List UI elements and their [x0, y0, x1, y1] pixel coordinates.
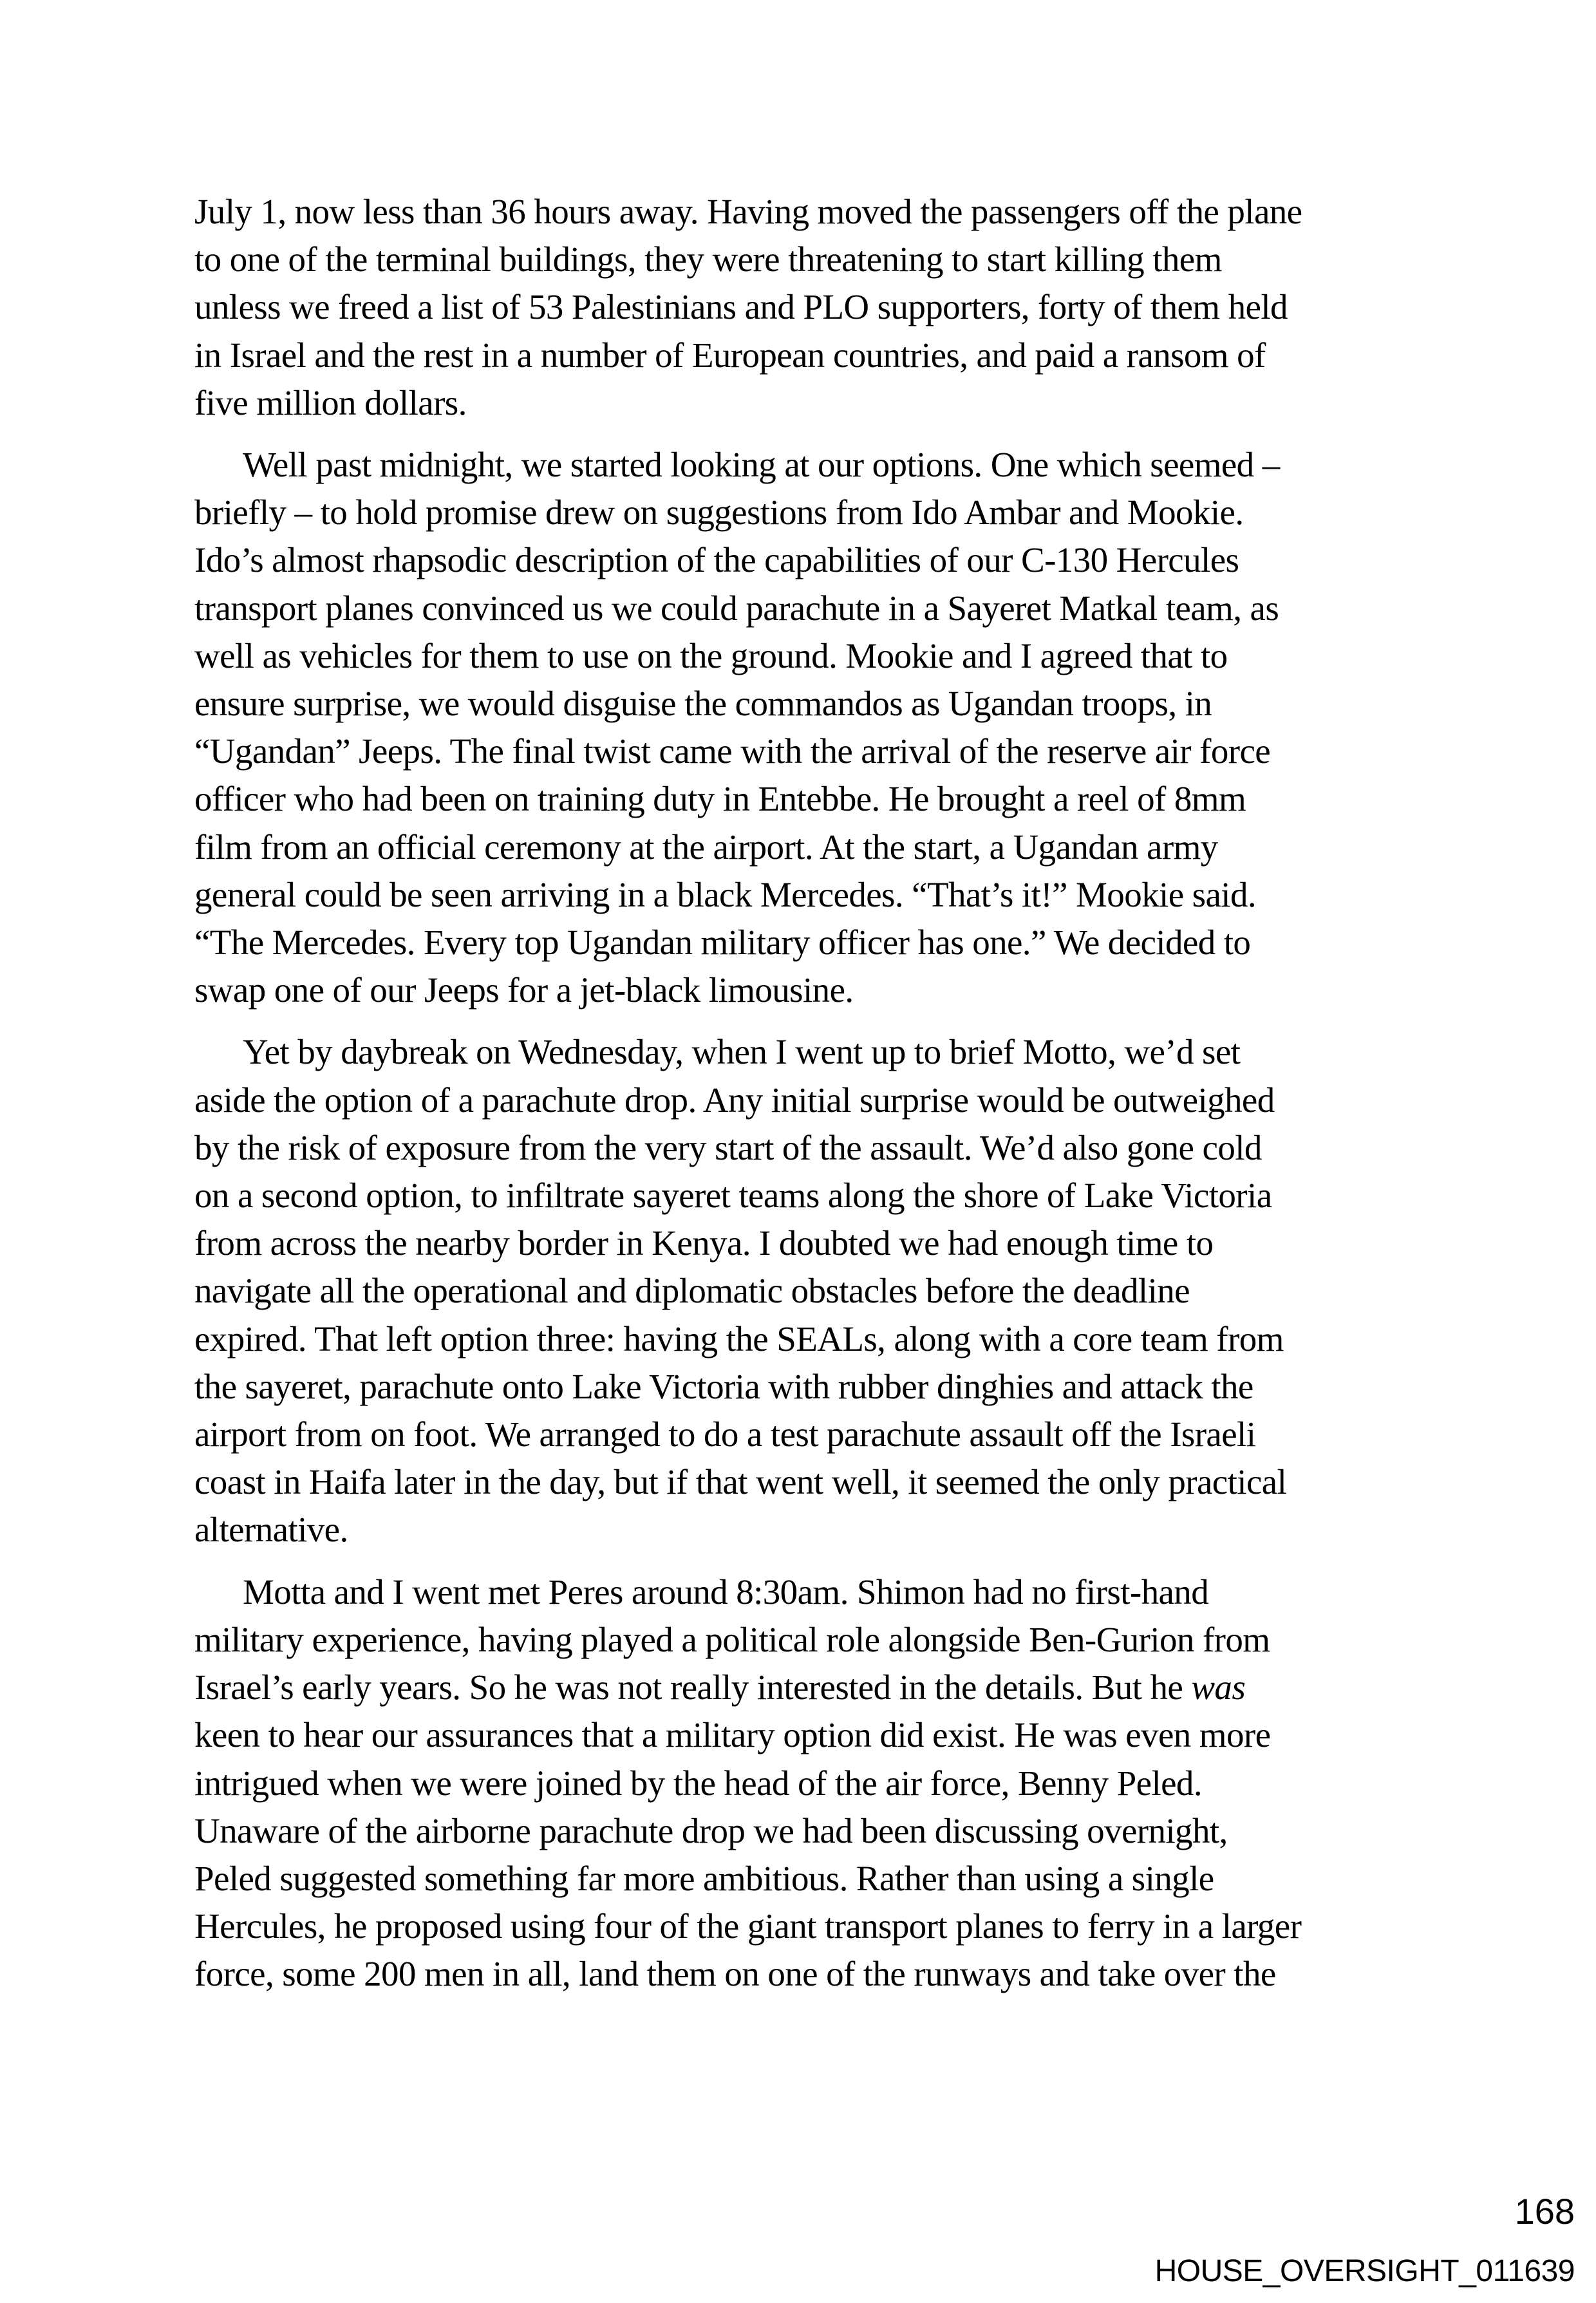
text-line: well as vehicles for them to use on the ground. Mookie and I agreed that to: [194, 635, 1228, 675]
text-line: on a second option, to infiltrate sayeret teams along the shore of Lake Victoria: [194, 1176, 1272, 1216]
text-line: Ido’s almost rhapsodic description of the capabilities of our C-130 Hercules: [194, 540, 1239, 580]
text-line: Hercules, he proposed using four of the giant transport planes to ferry in a larger: [194, 1906, 1302, 1946]
emphasis-was: was: [1191, 1668, 1246, 1707]
text-line: keen to hear our assurances that a military option did exist. He was even more: [194, 1715, 1271, 1755]
text-line: five million dollars.: [194, 382, 467, 422]
text-line: Unaware of the airborne parachute drop we had been discussing overnight,: [194, 1810, 1228, 1850]
text-line: [194, 1664, 1431, 1711]
text-line: officer who had been on training duty in Entebbe. He brought a reel of 8mm: [194, 779, 1246, 819]
bates-stamp: HOUSE_OVERSIGHT_011639: [1154, 2254, 1575, 2288]
text-line: July 1, now less than 36 hours away. Having moved the passengers off the plane: [194, 192, 1302, 231]
text-line: from across the nearby border in Kenya. I doubted we had enough time to: [194, 1223, 1214, 1263]
paragraph-4: [194, 1568, 1431, 1998]
text-line: Peled suggested something far more ambitious. Rather than using a single: [194, 1858, 1214, 1898]
text-line: airport from on foot. We arranged to do a test parachute assault off the Israeli: [194, 1415, 1256, 1454]
text-line: the sayeret, parachute onto Lake Victoria with rubber dinghies and attack the: [194, 1366, 1253, 1406]
page-body: [194, 188, 1431, 2013]
text-line: military experience, having played a political role alongside Ben-Gurion from: [194, 1619, 1270, 1659]
text-line: general could be seen arriving in a black Mercedes. “That’s it!” Mookie said.: [194, 874, 1256, 914]
text-line: “Ugandan” Jeeps. The final twist came with the arrival of the reserve air force: [194, 731, 1271, 771]
text-line: aside the option of a parachute drop. Any initial surprise would be outweighed: [194, 1080, 1275, 1120]
text-line: film from an official ceremony at the airport. At the start, a Ugandan army: [194, 827, 1218, 867]
text-line: intrigued when we were joined by the head of the air force, Benny Peled.: [194, 1763, 1202, 1803]
page-number: 168: [1514, 2191, 1575, 2232]
text-line: in Israel and the rest in a number of European countries, and paid a ransom of: [194, 335, 1266, 375]
text-line: expired. That left option three: having the SEALs, along with a core team from: [194, 1319, 1284, 1358]
text-line: briefly – to hold promise drew on suggestions from Ido Ambar and Mookie.: [194, 493, 1244, 532]
text-line: transport planes convinced us we could parachute in a Sayeret Matkal team, as: [194, 588, 1279, 628]
text-line: Motta and I went met Peres around 8:30am. Shimon had no first-hand: [243, 1572, 1209, 1612]
text-line: to one of the terminal buildings, they were threatening to start killing them: [194, 240, 1222, 279]
paragraph-1: [194, 188, 1431, 427]
text-line: force, some 200 men in all, land them on one of the runways and take over the: [194, 1954, 1276, 1994]
text-line: unless we freed a list of 53 Palestinians and PLO supporters, forty of them held: [194, 287, 1288, 327]
text-line: Well past midnight, we started looking at our options. One which seemed –: [243, 445, 1280, 485]
text-line: ensure surprise, we would disguise the commandos as Ugandan troops, in: [194, 684, 1212, 724]
text-line: Yet by daybreak on Wednesday, when I went up to brief Motto, we’d set: [243, 1032, 1241, 1072]
text-line: alternative.: [194, 1510, 348, 1550]
text-line: “The Mercedes. Every top Ugandan military officer has one.” We decided to: [194, 923, 1251, 963]
text-line: swap one of our Jeeps for a jet-black limousine.: [194, 970, 854, 1010]
text-line: coast in Haifa later in the day, but if that went well, it seemed the only practical: [194, 1462, 1287, 1502]
paragraph-3: [194, 1028, 1431, 1554]
paragraph-2: [194, 441, 1431, 1014]
text-line-start: Israel’s early years. So he was not really interested in the details. But he: [194, 1668, 1192, 1707]
text-line: navigate all the operational and diplomatic obstacles before the deadline: [194, 1271, 1190, 1311]
text-line: by the risk of exposure from the very start of the assault. We’d also gone cold: [194, 1127, 1262, 1167]
